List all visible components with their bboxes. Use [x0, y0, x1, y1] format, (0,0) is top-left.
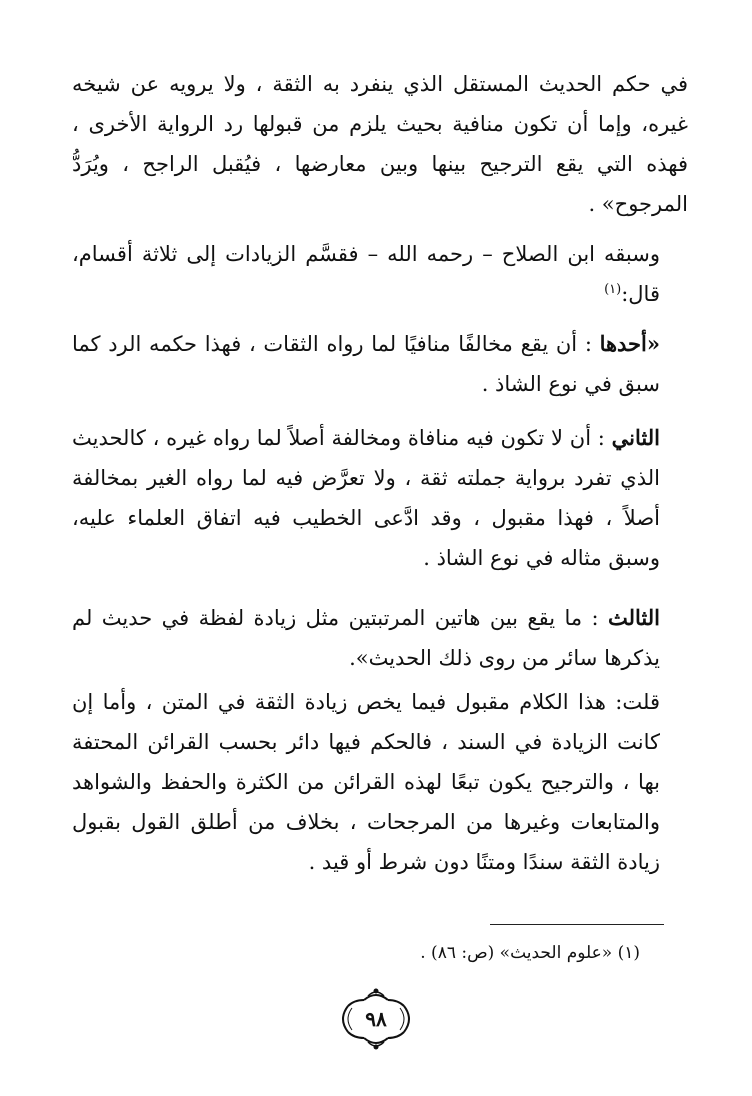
paragraph-text: في حكم الحديث المستقل الذي ينفرد به الثقة ، ولا يرويه عن شيخه غيره، وإما أن تكون منافية بحيث يلزم من قبولها رد الرواية الأخرى ، فهذه التي يقع الترجيح بينها وبين معارضها ، فيُقبل الراجح ، ويُرَدُّ المرجوح» . [72, 72, 688, 216]
category-heading: الثاني [611, 425, 660, 450]
page-number: ٩٨ [365, 1007, 387, 1031]
paragraph-second-category [72, 418, 688, 578]
paragraph-continuation [72, 64, 688, 224]
paragraph-text: قلت: هذا الكلام مقبول فيما يخص زيادة الثقة في المتن ، وأما إن كانت الزيادة في السند ، فالحكم فيها دائر بحسب القرائن المحتفة بها ، والترجيح يكون تبعًا لهذه القرائن من الكثرة والحفظ والشواهد والمتابعات وغيرها من المرجحات ، بخلاف من أطلق القول بقبول زيادة الثقة سندًا ومتنًا دون شرط أو قيد . [72, 690, 660, 874]
footnote: (١) «علوم الحديث» (ص: ٨٦) . [420, 943, 640, 963]
paragraph-text: وسبقه ابن الصلاح – رحمه الله – فقسَّم الزيادات إلى ثلاثة أقسام، قال: [72, 242, 660, 306]
category-heading: «أحدها [599, 331, 660, 356]
paragraph-author-comment [72, 682, 688, 882]
paragraph-text: : ما يقع بين هاتين المرتبتين مثل زيادة لفظة في حديث لم يذكرها سائر من روى ذلك الحديث». [72, 606, 660, 670]
paragraph-ibn-salah [72, 234, 688, 314]
footnote-reference[interactable]: (١) [604, 282, 622, 297]
footnote-divider [490, 924, 664, 925]
paragraph-third-category [72, 598, 688, 678]
paragraph-first-category [72, 324, 688, 404]
category-heading: الثالث [608, 605, 660, 630]
page-number-ornament [334, 986, 418, 1052]
paragraph-text: : أن لا تكون فيه منافاة ومخالفة أصلاً لما رواه غيره ، كالحديث الذي تفرد برواية جملته ثقة ، ولا تعرَّض فيه لما رواه الغير بمخالفة أصلاً ، فهذا مقبول ، وقد ادَّعى الخطيب فيه اتفاق العلماء عليه، وسبق مثاله في نوع الشاذ . [72, 426, 660, 570]
paragraph-text: : أن يقع مخالفًا منافيًا لما رواه الثقات ، فهذا حكمه الرد كما سبق في نوع الشاذ . [72, 332, 660, 396]
